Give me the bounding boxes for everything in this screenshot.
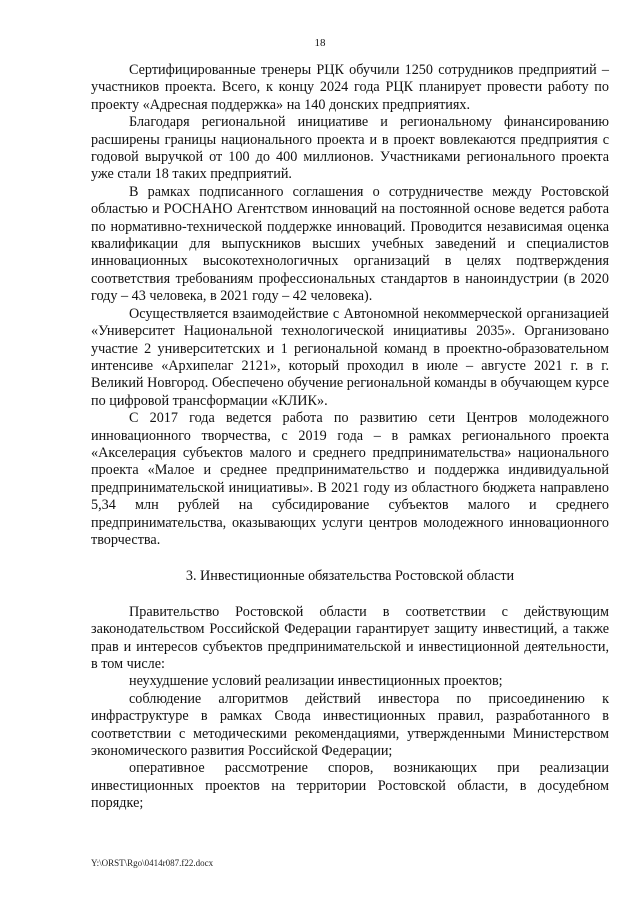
footer-file-path: Y:\ORST\Rgo\0414r087.f22.docx <box>91 858 214 868</box>
list-item-infrastructure-algorithms: соблюдение алгоритмов действий инвестора по присоединению к инфраструктуре в рамках Свода инвестиционных правил, разработанного в соответствии с методическими рекомендациями, утвержденными Министерством экономического развития Российской Федерации; <box>91 690 609 760</box>
paragraph-government-guarantees: Правительство Ростовской области в соответствии с действующим законодательством Российской Федерации гарантирует защиту инвестиций, а также прав и интересов субъектов предпринимательской и инвестиционной деятельности, в том числе: <box>91 603 609 672</box>
paragraph-youth-innovation-centers: С 2017 года ведется работа по развитию сети Центров молодежного инновационного творчества, с 2019 года – в рамках регионального проекта «Акселерация субъектов малого и среднего предпринимательства» национального проекта «Малое и среднее предпринимательство и поддержка индивидуальной предпринимательской инициативы». В 2021 году из областного бюджета направлено 5,34 млн рублей на субсидирование субъектов малого и среднего предпринимательства, оказывающих услуги центров молодежного инновационного творчества. <box>91 410 609 548</box>
paragraph-nti-university: Осуществляется взаимодействие с Автономной некоммерческой организацией «Университет Национальной технологической инициативы 2035». Организовано участие 2 университетских и 1 региональной команд в проектно-образовательном интенсиве «Архипелаг 2121», который проходил в июле – августе 2021 г. в г. Великий Новгород. Обеспечено обучение региональной команды в обучающем курсе по цифровой трансформации «КЛИК». <box>91 305 609 409</box>
document-body <box>91 62 609 813</box>
paragraph-rosnano-agreement: В рамках подписанного соглашения о сотрудничестве между Ростовской областью и РОСНАНО Агентством инноваций на постоянной основе ведется работа по нормативно-технической поддержке инноваций. Проводится независимая оценка квалификации для выпускников высших учебных заведений и специалистов инновационных высокотехнологичных организаций в целях подтверждения соответствия требованиям профессиональных стандартов в наноиндустрии (в 2020 году – 43 человека, в 2021 году – 42 человека). <box>91 183 609 305</box>
paragraph-rck-training: Сертифицированные тренеры РЦК обучили 1250 сотрудников предприятий – участников проекта. Всего, к концу 2024 года РЦК планирует провести работу по проекту «Адресная поддержка» на 140 донских предприятиях. <box>91 62 609 113</box>
section-heading: 3. Инвестиционные обязательства Ростовской области <box>185 568 515 585</box>
list-item-dispute-resolution: оперативное рассмотрение споров, возникающих при реализации инвестиционных проектов на территории Ростовской области, в досудебном порядке; <box>91 760 609 812</box>
page-number: 18 <box>314 37 326 49</box>
paragraph-regional-initiative: Благодаря региональной инициативе и региональному финансированию расширены границы национального проекта и в проект вовлекаются предприятия с годовой выручкой от 100 до 400 миллионов. Участниками регионального проекта уже стали 18 таких предприятий. <box>91 114 609 183</box>
list-item-no-worsening: неухудшение условий реализации инвестиционных проектов; <box>129 673 503 690</box>
